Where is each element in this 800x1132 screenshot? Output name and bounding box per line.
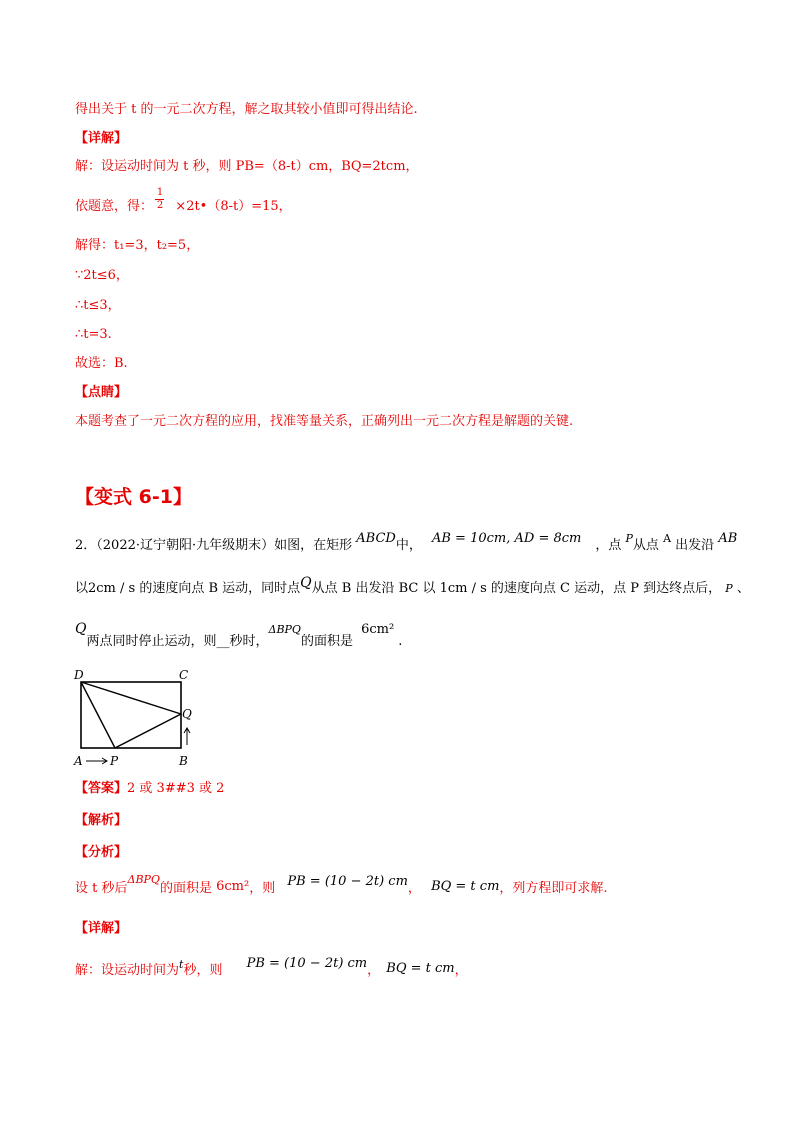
point-p-2: P: [725, 582, 733, 595]
segment-dq: [81, 682, 181, 714]
geometry-figure: [68, 665, 208, 775]
problem-line-1-d: 从点: [632, 538, 659, 553]
problem-line-3-a: 两点同时停止运动，则__秒时，: [86, 634, 269, 649]
problem-line-3-b: 的面积是: [300, 634, 353, 649]
solution-line-2-post: ×2t•（8-t）=15，: [175, 199, 292, 214]
problem-line-1-a: 2．（2022·辽宁朝阳·九年级期末）如图，在矩形: [75, 538, 353, 553]
point-q-1: Q: [300, 575, 312, 591]
detail-line: [75, 956, 468, 980]
fenxi-c: ，则: [249, 881, 276, 896]
intro-text: 得出关于 t 的一元二次方程，解之取其较小值即可得出结论.: [75, 102, 418, 117]
solution-line-2-pre: 依题意，得：: [75, 199, 154, 214]
dimensions-eq: AB = 10cm, AD = 8cm: [431, 531, 582, 546]
fenxi-triangle: ΔBPQ: [127, 873, 160, 886]
comment-text: 本题考查了一元二次方程的应用，找准等量关系，正确列出一元二次方程是解题的关键.: [75, 414, 574, 429]
problem-line-1-b: 中，: [395, 538, 422, 553]
fraction-denominator: 2: [156, 200, 164, 211]
fenxi-tag: 【分析】: [75, 845, 128, 860]
rectangle-abcd: [81, 682, 181, 748]
answer-tag: 【答案】: [75, 781, 128, 796]
solution-line-3: 解得：t₁=3，t₂=5，: [75, 238, 200, 253]
fenxi-e: ，列方程即可求解.: [499, 881, 608, 896]
detail-t: t: [179, 958, 184, 971]
fenxi-area: 6cm²: [216, 879, 250, 894]
solution-line-6: ∴t=3.: [75, 327, 112, 342]
rect-name: ABCD: [356, 531, 396, 546]
detail-tag-2: 【详解】: [75, 921, 128, 936]
fenxi-pb: PB = (10 − 2t) cm: [287, 874, 408, 889]
problem-line-2-b: 从点 B 出发沿 BC 以 1cm / s 的速度向点 C 运动，点 P 到达终点后，: [311, 581, 722, 596]
problem-line-1-c: ，点: [595, 538, 622, 553]
fenxi-d: ，: [407, 881, 421, 896]
label-b: B: [179, 754, 188, 768]
area-value: 6cm²: [361, 622, 395, 637]
point-a-label: A: [663, 532, 672, 545]
solution-line-2: [75, 198, 292, 216]
comment-tag: 【点睛】: [75, 385, 128, 400]
label-d: D: [74, 668, 84, 682]
fenxi-a: 设 t 秒后: [75, 881, 128, 896]
problem-line-2-c: 、: [736, 581, 750, 596]
triangle-bpq: ΔBPQ: [268, 623, 301, 636]
label-q: Q: [182, 707, 192, 721]
point-p-1: P: [625, 532, 633, 545]
detail-d: ，: [454, 963, 468, 978]
solution-line-4: ∵2t≤6，: [75, 268, 129, 283]
detail-bq: BQ = t cm: [386, 961, 455, 976]
segment-pq: [115, 714, 181, 748]
detail-a: 解：设运动时间为: [75, 963, 180, 978]
section-heading: 【变式 6-1】: [75, 486, 192, 508]
point-q-2: Q: [75, 621, 87, 637]
label-a: A: [74, 754, 83, 768]
detail-b: 秒，则: [183, 963, 223, 978]
solution-line-5: ∴t≤3，: [75, 298, 121, 313]
detail-pb: PB = (10 − 2t) cm: [246, 956, 368, 971]
fenxi-b: 的面积是: [159, 881, 212, 896]
problem-line-2: [75, 575, 750, 598]
problem-line-2-a: 以2cm / s 的速度向点 B 运动，同时点: [75, 581, 301, 596]
detail-tag: 【详解】: [75, 131, 128, 146]
detail-c: ，: [367, 963, 381, 978]
fenxi-bq: BQ = t cm: [431, 879, 500, 894]
problem-line-1-e: 出发沿: [675, 538, 715, 553]
label-c: C: [179, 668, 189, 682]
solution-line-1: 解：设运动时间为 t 秒，则 PB=（8-t）cm，BQ=2tcm，: [75, 159, 419, 174]
fraction-numerator: 1: [156, 187, 164, 198]
problem-line-3-c: .: [398, 634, 403, 649]
segment-ab: AB: [718, 531, 738, 546]
label-p: P: [110, 754, 119, 768]
answer-line: [75, 780, 224, 798]
answer-value: 2 或 3##3 或 2: [127, 781, 225, 796]
analysis-tag: 【解析】: [75, 813, 128, 828]
problem-line-1: [75, 531, 738, 555]
solution-line-7: 故选：B.: [75, 356, 128, 371]
